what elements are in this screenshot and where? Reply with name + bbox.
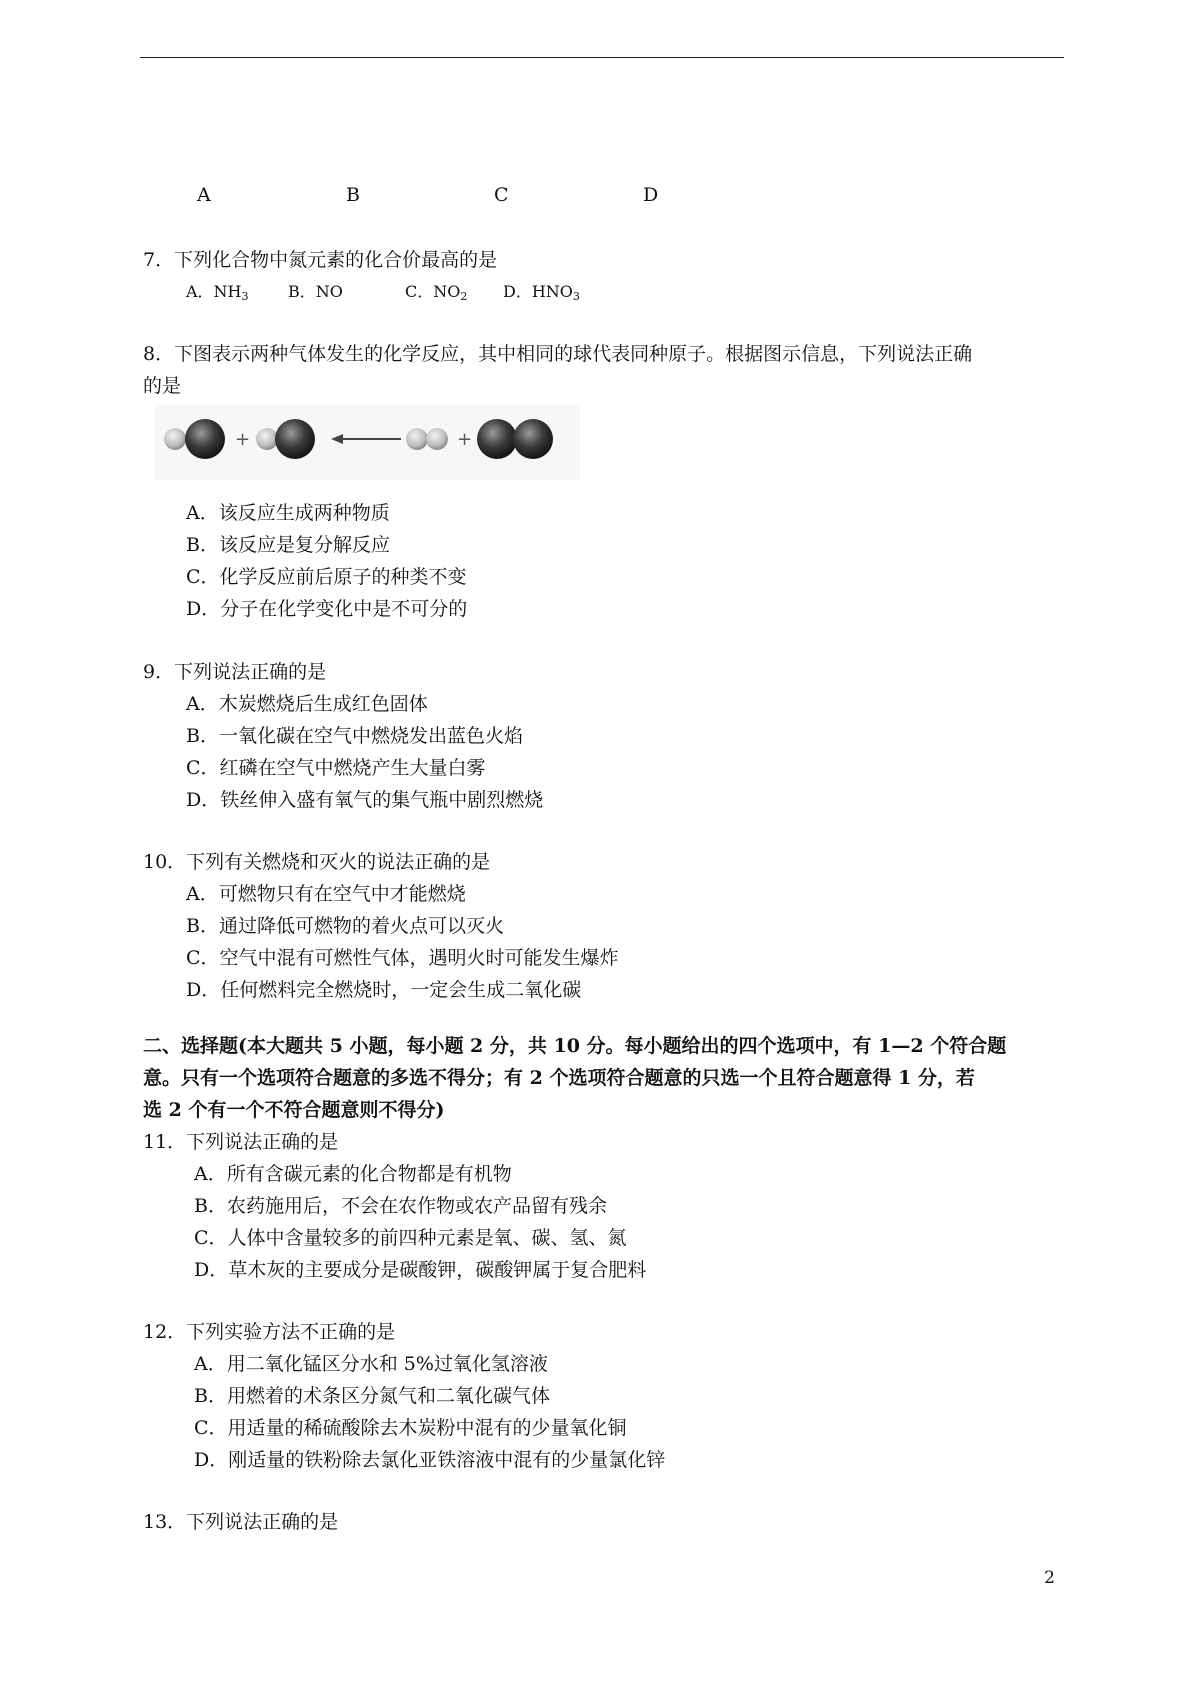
question-8-option-b: B．该反应是复分解反应: [186, 534, 390, 556]
section-2-line3: 选 2 个有一个不符合题意则不得分): [143, 1099, 445, 1121]
dark-atom: [275, 419, 315, 459]
question-10-option-c: C．空气中混有可燃性气体，遇明火时可能发生爆炸: [186, 947, 619, 969]
question-12-stem: 12．下列实验方法不正确的是: [143, 1321, 396, 1343]
question-7-option-a: A．$NH_3$: [186, 282, 249, 303]
arrow-head-icon: [331, 434, 343, 444]
page-number: 2: [1044, 1568, 1055, 1588]
section-2-line1: 二、选择题(本大题共 5 小题，每小题 2 分，共 10 分。每小题给出的四个选项中，有 1—2 个符合题: [143, 1035, 1007, 1057]
question-11-option-a: A．所有含碳元素的化合物都是有机物: [194, 1163, 512, 1185]
question-7: [143, 244, 580, 313]
question-7-options: [143, 276, 580, 313]
top-option-label-a: A: [197, 184, 211, 206]
question-9-option-d: D．铁丝伸入盛有氧气的集气瓶中剧烈燃烧: [186, 789, 544, 811]
question-12-option-d: D．刚适量的铁粉除去氯化亚铁溶液中混有的少量氯化锌: [194, 1449, 666, 1471]
top-option-label-d: D: [643, 184, 659, 206]
question-11-stem: 11．下列说法正确的是: [143, 1131, 339, 1153]
question-9-option-c: C．红磷在空气中燃烧产生大量白雾: [186, 757, 486, 779]
question-7-option-b: B．NO: [288, 282, 343, 301]
question-8-option-d: D．分子在化学变化中是不可分的: [186, 598, 468, 620]
question-12-option-b: B．用燃着的术条区分氮气和二氧化碳气体: [194, 1385, 550, 1407]
question-10: [143, 846, 619, 1006]
question-10-option-d: D．任何燃料完全燃烧时，一定会生成二氧化碳: [186, 979, 582, 1001]
question-8-stem-line1: 8．下图表示两种气体发生的化学反应，其中相同的球代表同种原子。根据图示信息，下列说法正确: [143, 343, 973, 365]
plus-sign-1: +: [235, 429, 251, 450]
question-11-option-d: D．草木灰的主要成分是碳酸钾，碳酸钾属于复合肥料: [194, 1259, 647, 1281]
question-10-stem: 10．下列有关燃烧和灭火的说法正确的是: [143, 851, 491, 873]
header-rule: [140, 57, 1064, 58]
question-8-options: [143, 497, 467, 625]
section-2-line2: 意。只有一个选项符合题意的多选不得分；有 2 个选项符合题意的只选一个且符合题意得 1 分，若: [143, 1067, 975, 1089]
question-7-stem: 7．下列化合物中氮元素的化合价最高的是: [143, 249, 498, 271]
question-13-stem: 13．下列说法正确的是: [143, 1511, 339, 1533]
question-8-option-a: A．该反应生成两种物质: [186, 502, 390, 524]
question-11-option-b: B．农药施用后，不会在农作物或农产品留有残余: [194, 1195, 607, 1217]
question-8-stem-line2: 的是: [143, 375, 182, 397]
question-8: [143, 338, 972, 402]
question-12-option-c: C．用适量的稀硫酸除去木炭粉中混有的少量氧化铜: [194, 1417, 627, 1439]
question-9-option-b: B．一氧化碳在空气中燃烧发出蓝色火焰: [186, 725, 523, 747]
dark-atom: [477, 419, 517, 459]
light-atom: [426, 428, 448, 450]
light-atom: [406, 428, 428, 450]
light-atom: [164, 428, 186, 450]
question-12: [143, 1316, 665, 1476]
section-2-heading: [143, 1030, 1068, 1126]
top-option-label-c: C: [494, 184, 509, 206]
question-10-option-b: B．通过降低可燃物的着火点可以灭火: [186, 915, 504, 937]
question-7-option-d: D．$HNO_3$: [503, 282, 580, 303]
top-option-label-b: B: [346, 184, 360, 206]
plus-sign-2: +: [457, 429, 473, 450]
question-11: [143, 1126, 646, 1286]
question-9: [143, 656, 543, 816]
dark-atom: [513, 419, 553, 459]
dark-atom: [185, 419, 225, 459]
question-7-option-c: C．$NO_2$: [405, 282, 468, 303]
question-10-option-a: A．可燃物只有在空气中才能燃烧: [186, 883, 466, 905]
question-9-stem: 9．下列说法正确的是: [143, 661, 327, 683]
question-11-option-c: C．人体中含量较多的前四种元素是氧、碳、氢、氮: [194, 1227, 627, 1249]
light-atom: [256, 428, 278, 450]
reaction-diagram: [155, 405, 580, 480]
question-13: [143, 1506, 338, 1538]
question-8-option-c: C．化学反应前后原子的种类不变: [186, 566, 467, 588]
question-9-option-a: A．木炭燃烧后生成红色固体: [186, 693, 428, 715]
question-12-option-a: A．用二氧化锰区分水和 5%过氧化氢溶液: [194, 1353, 548, 1375]
